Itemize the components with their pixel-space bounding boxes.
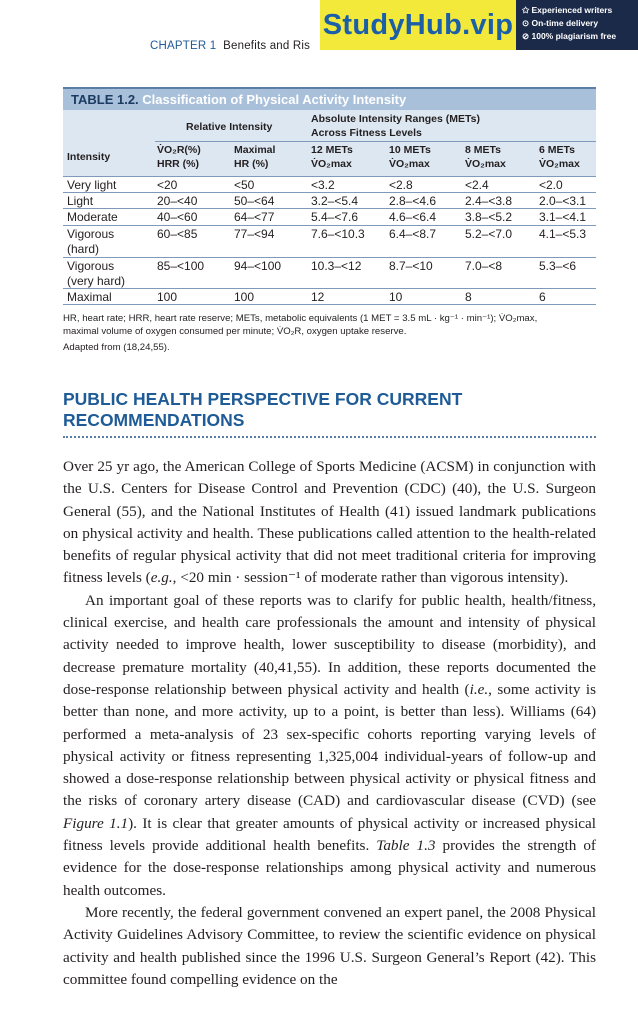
paragraph-3: More recently, the federal government convened an expert panel, the 2008 Physical Activity Guidelines Advisory Committee, to review the scientific evidence on physical activity and health published since the 1996 U.S. Surgeon General’s Report (42). This committee found compelling evidence on the — [63, 903, 596, 988]
banner-feature: ✩ Experienced writers — [522, 5, 613, 15]
cell-10mets: 6.4–<8.7 — [389, 227, 437, 241]
p2-text-d: provides the strength of evidence for the dose-response relationships among physical activity and numerous health outcomes. — [63, 837, 596, 899]
cell-intensity: Moderate — [67, 210, 118, 224]
banner-feature: ⊘ 100% plagiarism free — [522, 31, 617, 41]
group-absolute-header-1: Absolute Intensity Ranges (METs) — [311, 113, 480, 125]
p1-text: Over 25 yr ago, the American College of Sports Medicine (ACSM) in conjunction with the U.S. Centers for Disease Control and Prevention (CDC) (40), the U.S. Surgeon General (55), and the National Institutes of Health (41) issued landmark publications on physical activity and health. These publications called attention to the health-related benefits of regular physical activity that did not meet traditional criteria for improving fitness levels ( — [63, 458, 596, 587]
p1-end: , <20 min · session⁻¹ of moderate rather than vigorous intensity). — [172, 569, 569, 587]
table-body — [63, 176, 596, 304]
col-6mets-vo2max: V̇O₂max — [539, 158, 580, 170]
table-row — [63, 176, 596, 192]
cell-12mets: <3.2 — [311, 178, 335, 192]
cell-10mets: 4.6–<6.4 — [389, 210, 437, 224]
table-caption: Classification of Physical Activity Intensity — [142, 92, 407, 107]
body-text — [63, 456, 596, 991]
col-hr-header: HR (%) — [234, 158, 269, 170]
table-reference[interactable]: Table 1.3 — [376, 837, 436, 855]
col-12mets-header: 12 METs — [311, 144, 353, 156]
cell-6mets: 5.3–<6 — [539, 259, 577, 273]
group-relative-header: Relative Intensity — [186, 121, 273, 133]
table-title — [63, 87, 596, 110]
col-maximal-header: Maximal — [234, 144, 276, 156]
p2-text-a: An important goal of these reports was to clarify for public health, health/fitness, clinical exercise, and health care professionals the amount and intensity of physical activity needed to improve health, lower susceptibility to disease (morbidity), and decrease premature mortality (40,41,55). In addition, these reports documented the dose-response relationship between physical activity and health ( — [63, 591, 596, 698]
cell-8mets: 8 — [465, 290, 472, 304]
cell-intensity: Vigorous — [67, 227, 115, 241]
cell-intensity-sub: (very hard) — [67, 274, 126, 288]
cell-hrr: 60–<85 — [157, 227, 198, 241]
cell-10mets: <2.8 — [389, 178, 413, 192]
cell-6mets: 4.1–<5.3 — [539, 227, 587, 241]
col-10mets-vo2max: V̇O₂max — [389, 158, 430, 170]
cell-12mets: 3.2–<5.4 — [311, 194, 359, 208]
header-divider — [155, 141, 596, 142]
table-row — [63, 225, 596, 257]
col-12mets-vo2max: V̇O₂max — [311, 158, 352, 170]
col-10mets-header: 10 METs — [389, 144, 431, 156]
paragraph-1 — [63, 456, 596, 590]
chapter-label: CHAPTER 1 — [150, 40, 217, 52]
col-intensity-header: Intensity — [67, 151, 111, 163]
cell-6mets: 6 — [539, 290, 546, 304]
cell-hrr: 100 — [157, 290, 178, 304]
cell-12mets: 10.3–<12 — [311, 259, 362, 273]
cell-12mets: 7.6–<10.3 — [311, 227, 365, 241]
cell-8mets: 3.8–<5.2 — [465, 210, 513, 224]
cell-hr: 77–<94 — [234, 227, 275, 241]
cell-12mets: 5.4–<7.6 — [311, 210, 359, 224]
p2-text-c: ). It is clear that greater amounts of physical activity or increased physical fitness levels provide additional health benefits. — [63, 814, 596, 855]
p1-eg: e.g. — [150, 569, 173, 587]
cell-hrr: 40–<60 — [157, 210, 198, 224]
section-heading-line-2: RECOMMENDATIONS — [63, 410, 245, 430]
group-absolute-header-2: Across Fitness Levels — [311, 127, 422, 139]
cell-hrr: 20–<40 — [157, 194, 198, 208]
cell-intensity: Vigorous — [67, 259, 115, 273]
cell-10mets: 10 — [389, 290, 403, 304]
cell-8mets: 2.4–<3.8 — [465, 194, 513, 208]
paragraph-2 — [63, 590, 596, 902]
cell-hr: 100 — [234, 290, 255, 304]
cell-intensity: Maximal — [67, 290, 112, 304]
table-footnote-2: maximal volume of oxygen consumed per minute; V̇O₂R, oxygen uptake reserve. — [63, 326, 407, 337]
col-8mets-vo2max: V̇O₂max — [465, 158, 506, 170]
section-heading-line-1: PUBLIC HEALTH PERSPECTIVE FOR CURRENT — [63, 389, 463, 409]
section-heading — [63, 389, 603, 431]
cell-8mets: 7.0–<8 — [465, 259, 503, 273]
cell-hr: 50–<64 — [234, 194, 275, 208]
cell-6mets: 3.1–<4.1 — [539, 210, 587, 224]
cell-8mets: 5.2–<7.0 — [465, 227, 513, 241]
cell-intensity-sub: (hard) — [67, 242, 100, 256]
table-row — [63, 192, 596, 208]
running-header — [150, 40, 310, 52]
cell-8mets: <2.4 — [465, 178, 489, 192]
banner-feature: ⊙ On-time delivery — [522, 18, 599, 28]
chapter-title: Benefits and Ris — [223, 40, 311, 52]
p2-ie: i.e. — [469, 680, 489, 698]
cell-hr: 64–<77 — [234, 210, 275, 224]
table-source: Adapted from (18,24,55). — [63, 342, 170, 353]
col-6mets-header: 6 METs — [539, 144, 575, 156]
cell-6mets: <2.0 — [539, 178, 563, 192]
cell-intensity: Light — [67, 194, 94, 208]
banner-features — [516, 0, 638, 50]
table-row — [63, 288, 596, 304]
cell-10mets: 2.8–<4.6 — [389, 194, 437, 208]
col-8mets-header: 8 METs — [465, 144, 501, 156]
table-label: TABLE 1.2. — [71, 92, 139, 107]
cell-hrr: <20 — [157, 178, 178, 192]
col-hrr-header: HRR (%) — [157, 158, 199, 170]
cell-10mets: 8.7–<10 — [389, 259, 433, 273]
cell-6mets: 2.0–<3.1 — [539, 194, 587, 208]
cell-hr: 94–<100 — [234, 259, 282, 273]
col-vo2r-header: V̇O₂R(%) — [157, 144, 201, 156]
figure-reference[interactable]: Figure 1.1 — [63, 814, 129, 832]
cell-hr: <50 — [234, 178, 255, 192]
banner-logo[interactable]: StudyHub.vip — [320, 0, 516, 50]
table-bottom-rule — [63, 304, 596, 305]
p2-text-b: , some activity is better than none, and more activity, up to a point, is better than less). Williams (64) performed a meta-analysis of 23 sex-specific cohorts reporting varying levels of physical activity or fitness representing 1,325,004 individual-years of follow-up and showed a dose-response relationship between physical activity or physical fitness and the risks of coronary artery disease (CAD) and cardiovascular disease (CVD) (see — [63, 680, 596, 810]
table-footnote-1: HR, heart rate; HRR, heart rate reserve; METs, metabolic equivalents (1 MET = 3.5 mL · kg⁻¹ · min⁻¹); V̇O₂max, — [63, 313, 538, 324]
cell-intensity: Very light — [67, 178, 117, 192]
section-divider — [63, 436, 596, 438]
cell-12mets: 12 — [311, 290, 325, 304]
table-header — [63, 110, 596, 176]
table-row — [63, 257, 596, 288]
table-row — [63, 208, 596, 225]
ad-banner[interactable] — [320, 0, 638, 50]
cell-hrr: 85–<100 — [157, 259, 205, 273]
